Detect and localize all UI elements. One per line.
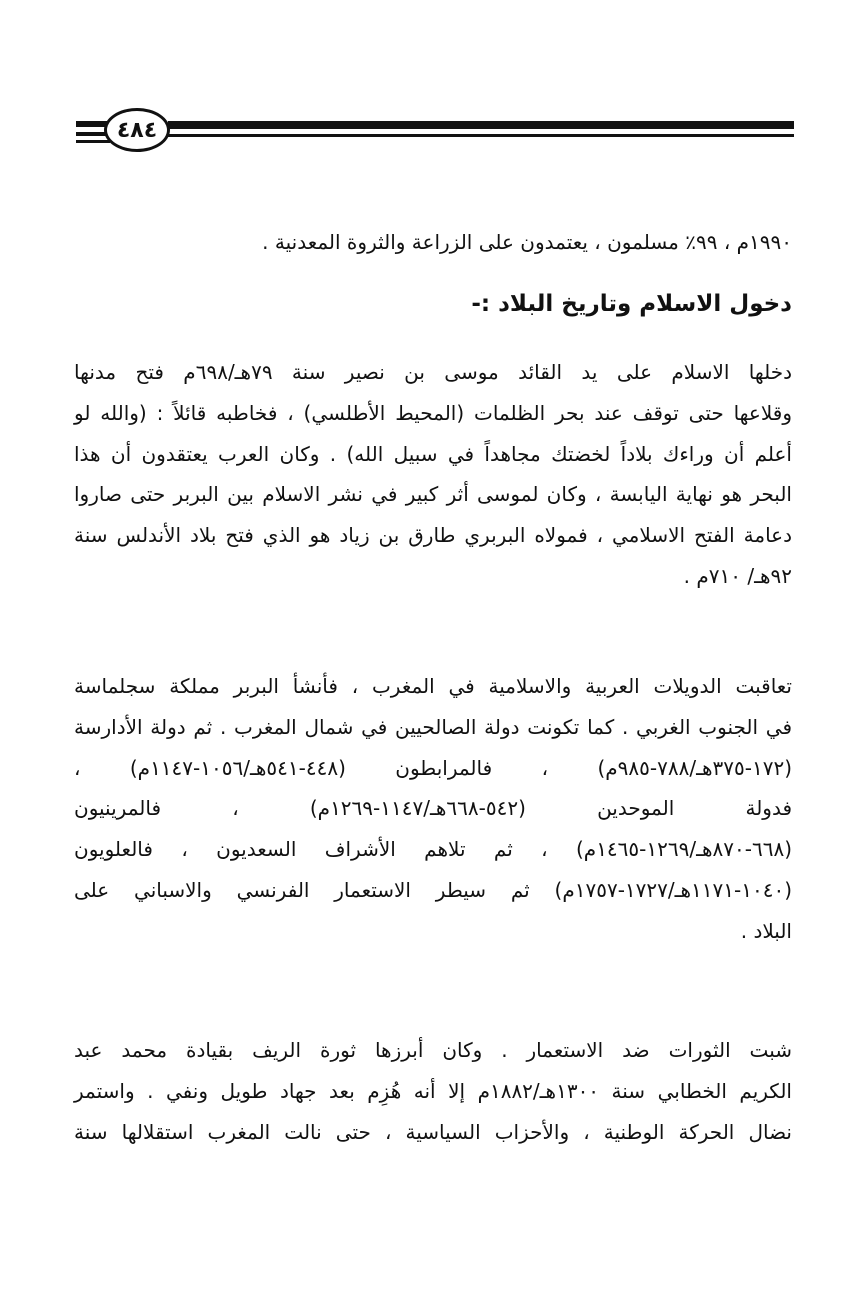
text-line: شبت الثورات ضد الاستعمار . وكان أبرزها ثورة الريف بقيادة محمد عبد	[74, 1038, 792, 1062]
text-line: (١٠٤٠-١١٧١هـ/١٧٢٧-١٧٥٧م) ثم سيطر الاستعمار الفرنسي والاسباني على	[74, 877, 792, 902]
text-line: ١٩٩٠م ، ٩٩٪ مسلمون ، يعتمدون على الزراعة والثروة المعدنية .	[262, 230, 792, 254]
header-rule-left	[76, 140, 110, 143]
text-line: فدولة الموحدين (٥٤٢-٦٦٨هـ/١١٤٧-١٢٦٩م) ، فالمرينيون	[74, 796, 793, 821]
text-line: دعامة الفتح الاسلامي ، فمولاه البربري طارق بن زياد هو الذي فتح بلاد الأندلس سنة	[74, 523, 792, 548]
paragraph-1	[74, 352, 792, 597]
intro-line	[74, 222, 792, 263]
page-number: ٤٨٤	[104, 108, 170, 152]
text-line: أعلم أن وراءك بلاداً لخضتك مجاهداً في سبيل الله) . وكان العرب يعتقدون أن هذا	[74, 441, 792, 466]
text-line: في الجنوب الغربي . كما تكونت دولة الصالحيين في شمال المغرب . ثم دولة الأدارسة	[74, 714, 792, 739]
text-line: نضال الحركة الوطنية ، والأحزاب السياسية ، حتى نالت المغرب استقلالها سنة	[74, 1119, 792, 1144]
header-rule-thick	[168, 121, 794, 129]
paragraph-2	[74, 666, 792, 952]
text-line: الكريم الخطابي سنة ١٣٠٠هـ/١٨٨٢م إلا أنه هُزِم بعد جهاد طويل ونفي . واستمر	[74, 1078, 792, 1103]
paragraph-3	[74, 1030, 792, 1152]
text-line: البحر هو نهاية اليابسة ، وكان لموسى أثر كبير في نشر الاسلام بين البربر حتى صاروا	[74, 482, 792, 507]
text-line: تعاقبت الدويلات العربية والاسلامية في المغرب ، فأنشأ البربر مملكة سجلماسة	[74, 674, 792, 698]
text-line: (٦٦٨-٨٧٠هـ/١٢٦٩-١٤٦٥م) ، ثم تلاهم الأشراف السعديون ، فالعلويون	[74, 837, 792, 862]
section-heading: دخول الاسلام وتاريخ البلاد :-	[471, 291, 792, 317]
header-rule-thin	[168, 134, 794, 137]
page-header	[72, 108, 794, 158]
text-line: وقلاعها حتى توقف عند بحر الظلمات (المحيط الأطلسي) ، فخاطبه قائلاً : (والله لو	[74, 400, 792, 425]
text-line: البلاد .	[740, 918, 792, 943]
text-line: دخلها الاسلام على يد القائد موسى بن نصير سنة ٧٩هـ/٦٩٨م فتح مدنها	[74, 360, 792, 384]
text-line: ٩٢هـ/ ٧١٠م .	[683, 563, 792, 588]
text-line: (١٧٢-٣٧٥هـ/٧٨٨-٩٨٥م) ، فالمرابطون (٤٤٨-٥٤١هـ/١٠٥٦-١١٤٧م) ،	[74, 755, 792, 780]
